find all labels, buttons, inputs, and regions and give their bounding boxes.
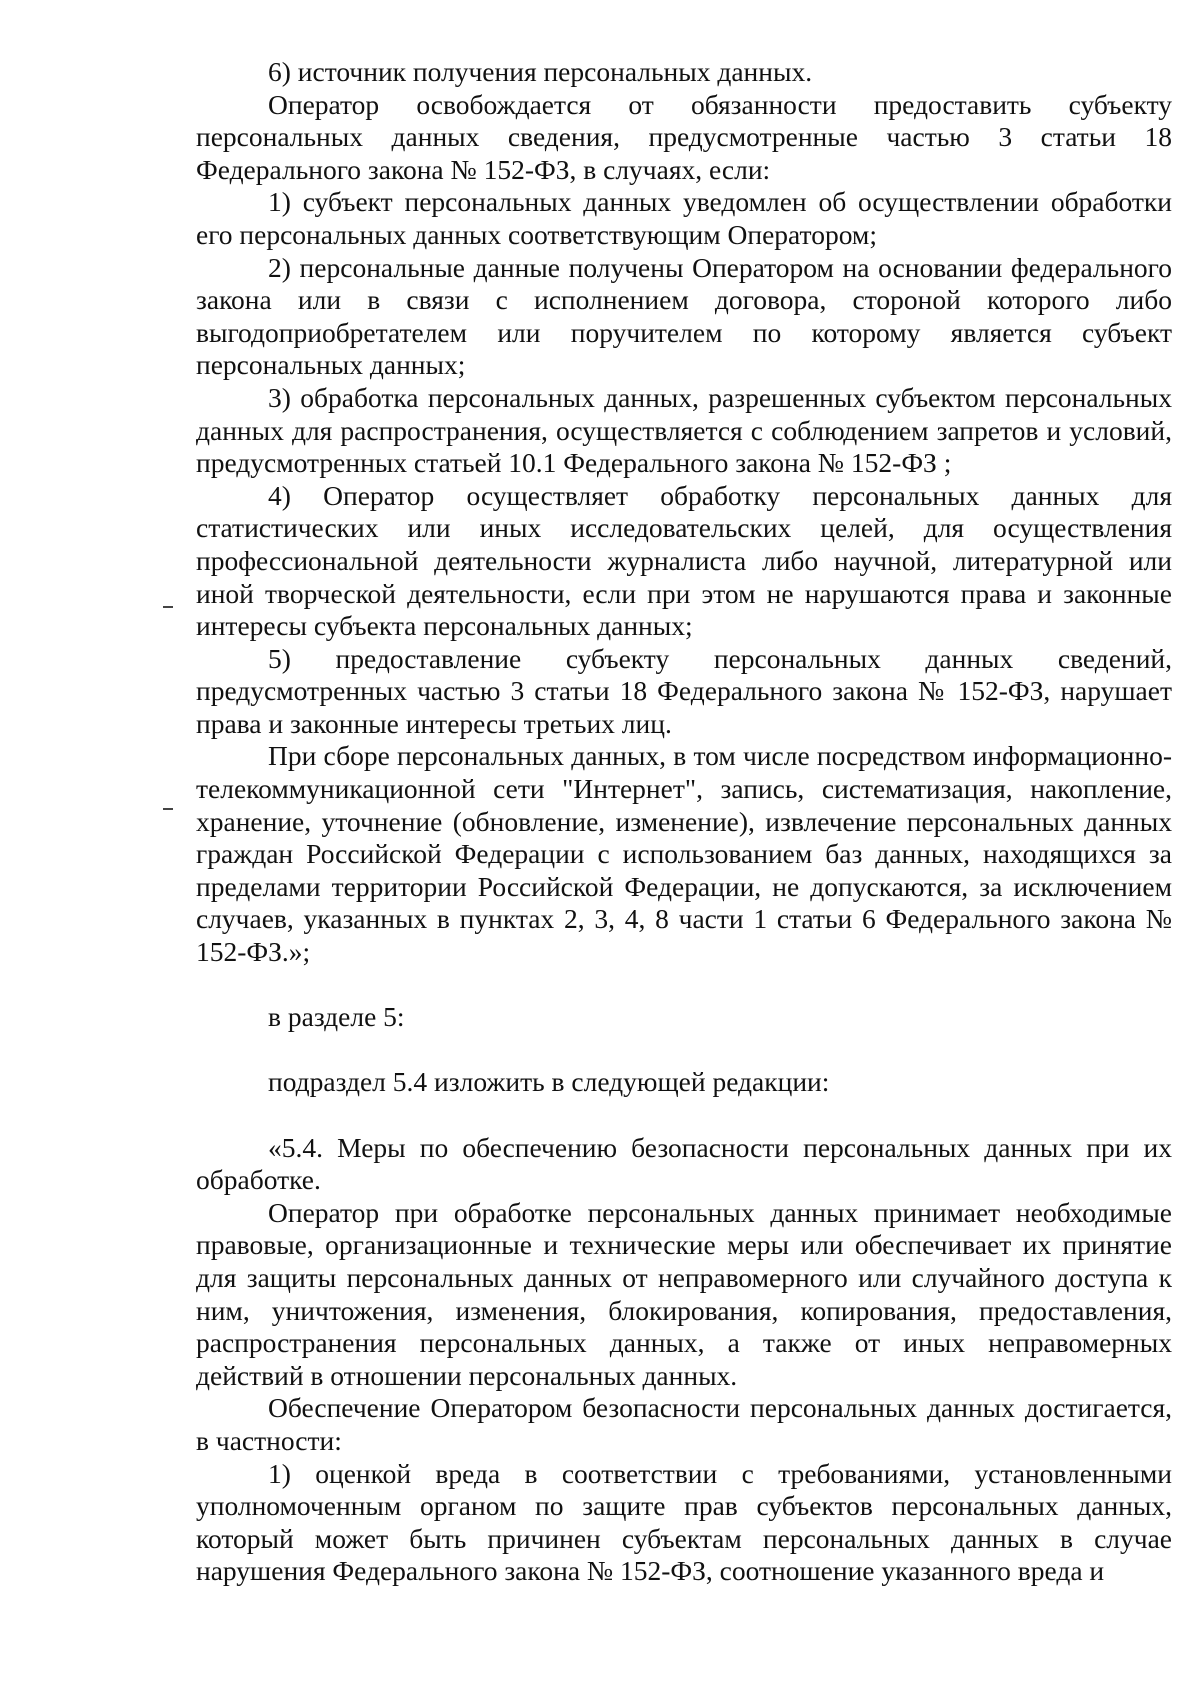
exemption-item-5: 5) предоставление субъекту персональных данных сведений, предусмотренных частью 3 статьи 18 Федерального закона № 152-ФЗ, нарушает права и законные интересы третьих лиц.: [196, 642, 1172, 739]
internet-collection-paragraph: При сборе персональных данных, в том числе посредством информационно-телекоммуникационной сети "Интернет", запись, систематизация, накопление, хранение, уточнение (обновление, изменение), извлечение персональных данных граждан Российской Федерации с использованием баз данных, находящихся за пределами территории Российской Федерации, не допускаются, за исключением случаев, указанных в пунктах 2, 3, 4, 8 части 1 статьи 6 Федерального закона № 152-ФЗ.»;: [196, 740, 1172, 968]
subsection-5-4-title: «5.4. Меры по обеспечению безопасности персональных данных при их обработке.: [196, 1131, 1172, 1196]
security-item-1: 1) оценкой вреда в соответствии с требованиями, установленными уполномоченным органом по защите прав субъектов персональных данных, который может быть причинен субъектам персональных данных в случае нарушения Федерального закона № 152-ФЗ, соотношение указанного вреда и: [196, 1457, 1172, 1587]
exemption-item-4: 4) Оператор осуществляет обработку персональных данных для статистических или иных исследовательских целей, для осуществления профессиональной деятельности журналиста либо научной, литературной или иной творческой деятельности, если при этом не нарушаются права и законные интересы субъекта персональных данных;: [196, 479, 1172, 642]
scan-mark: [163, 808, 173, 810]
section-5-heading: в разделе 5:: [268, 1001, 405, 1033]
exemption-item-2: 2) персональные данные получены Оператором на основании федерального закона или в связи с исполнением договора, стороной которого либо выгодоприобретателем или поручителем по которому является субъект персональных данных;: [196, 251, 1172, 381]
operator-exemption-intro: Оператор освобождается от обязанности предоставить субъекту персональных данных сведения, предусмотренные частью 3 статьи 18 Федерального закона № 152-ФЗ, в случаях, если:: [196, 88, 1172, 185]
item-6-source: 6) источник получения персональных данных.: [268, 56, 813, 87]
document-body: [196, 56, 1172, 1588]
exemption-item-1: 1) субъект персональных данных уведомлен об осуществлении обработки его персональных данных соответствующим Оператором;: [196, 186, 1172, 250]
subsection-5-4-instruction: подраздел 5.4 изложить в следующей редакции:: [268, 1066, 830, 1098]
scan-mark: [163, 606, 173, 608]
security-provision-intro: Обеспечение Оператором безопасности персональных данных достигается, в частности:: [196, 1392, 1172, 1456]
security-measures-paragraph: Оператор при обработке персональных данных принимает необходимые правовые, организационные и технические меры или обеспечивает их принятие для защиты персональных данных от неправомерного или случайного доступа к ним, уничтожения, изменения, блокирования, копирования, предоставления, распространения персональных данных, а также от иных неправомерных действий в отношении персональных данных.: [196, 1196, 1172, 1391]
exemption-item-3: 3) обработка персональных данных, разрешенных субъектом персональных данных для распространения, осуществляется с соблюдением запретов и условий, предусмотренных статьей 10.1 Федерального закона № 152-ФЗ ;: [196, 381, 1172, 479]
